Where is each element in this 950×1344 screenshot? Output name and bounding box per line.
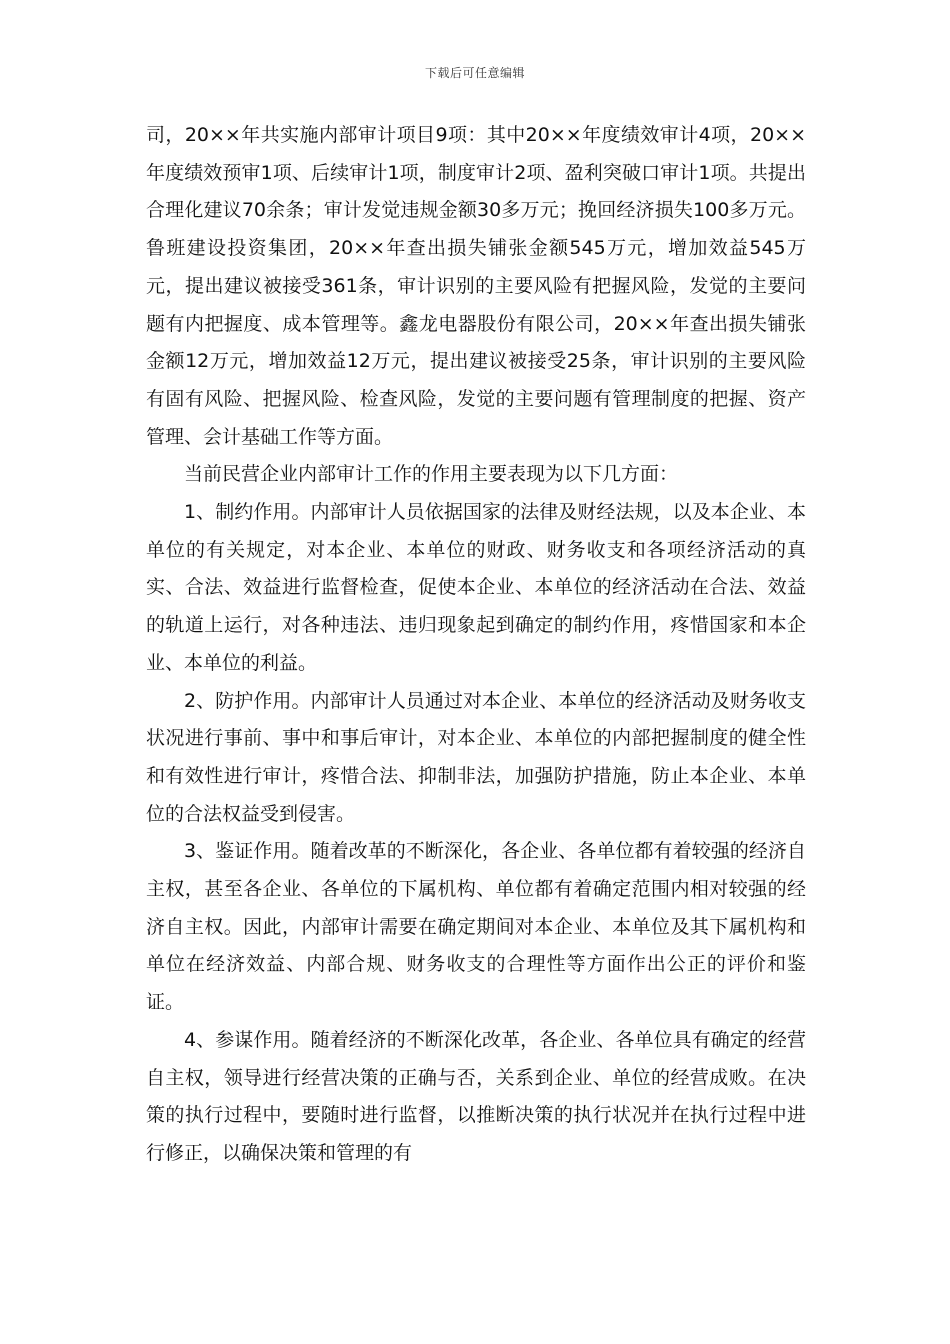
- paragraph-intro-roles: 当前民营企业内部审计工作的作用主要表现为以下几方面：: [184, 463, 679, 486]
- paragraph-role-restriction: 1、制约作用。内部审计人员依据国家的法律及财经法规，以及本企业、本单位的有关规定，对本企业、本单位的财政、财务收支和各项经济活动的真实、合法、效益进行监督检查，促使本企业、本单位的经济活动在合法、效益的轨道上运行，对各种违法、违归现象起到确定的制约作用，疼惜国家和本企业、本单位的利益。: [146, 501, 806, 674]
- page-header: 下载后可任意编辑: [424, 66, 525, 80]
- paragraph-role-advisory: 4、参谋作用。随着经济的不断深化改革，各企业、各单位具有确定的经营自主权，领导进行经营决策的正确与否，关系到企业、单位的经营成败。在决策的执行过程中，要随时进行监督，以推断决策的执行状况并在执行过程中进行修正，以确保决策和管理的有: [146, 1028, 806, 1164]
- paragraph-role-verification: 3、鉴证作用。随着改革的不断深化，各企业、各单位都有着较强的经济自主权，甚至各企业、各单位的下属机构、单位都有着确定范围内相对较强的经济自主权。因此，内部审计需要在确定期间对本企业、本单位及其下属机构和单位在经济效益、内部合规、财务收支的合理性等方面作出公正的评价和鉴证。: [146, 840, 806, 1014]
- paragraph-audit-stats: 司，20××年共实施内部审计项目9项：其中20××年度绩效审计4项，20××年度绩效预审1项、后续审计1项，制度审计2项、盈利突破口审计1项。共提出合理化建议70余条；审计发觉违规金额30多万元；挽回经济损失100多万元。鲁班建设投资集团，20××年查出损失铺张金额545万元，增加效益545万元，提出建议被接受361条，审计识别的主要风险有把握风险，发觉的主要问题有内把握度、成本管理等。鑫龙电器股份有限公司，20××年查出损失铺张金额12万元，增加效益12万元，提出建议被接受25条，审计识别的主要风险有固有风险、把握风险、检查风险，发觉的主要问题有管理制度的把握、资产管理、会计基础工作等方面。: [146, 124, 806, 448]
- paragraph-role-protection: 2、防护作用。内部审计人员通过对本企业、本单位的经济活动及财务收支状况进行事前、事中和事后审计，对本企业、本单位的内部把握制度的健全性和有效性进行审计，疼惜合法、抑制非法，加强防护措施，防止本企业、本单位的合法权益受到侵害。: [146, 689, 806, 825]
- document-body: [146, 117, 806, 1173]
